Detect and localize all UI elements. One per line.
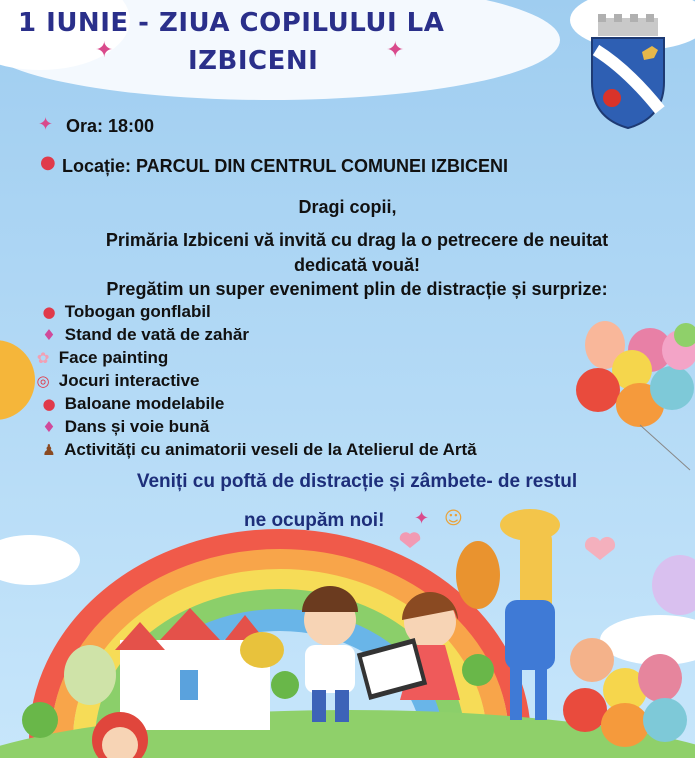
title-line-2: IZBICENI bbox=[188, 46, 319, 76]
prepared-text: Pregătim un super eveniment plin de distracție și surprize: bbox=[106, 279, 608, 299]
people-icon: ♟ bbox=[42, 441, 56, 459]
dancer-icon: ♦ bbox=[42, 418, 56, 436]
invite-line-1: Primăria Izbiceni vă invită cu drag la o petrecere de neuitat bbox=[105, 230, 609, 250]
closing-line-2: ne ocupăm noi! bbox=[244, 510, 385, 531]
list-item: ♦ Dans și voie bună bbox=[38, 416, 209, 438]
smiley-icon: ☺ bbox=[444, 508, 463, 529]
list-item: ♦ Stand de vată de zahăr bbox=[38, 324, 249, 346]
balloon-icon: ● bbox=[42, 395, 56, 413]
party-popper-icon: ✦ bbox=[414, 508, 430, 529]
flower-icon: ✿ bbox=[36, 349, 50, 367]
title-line-1: 1 IUNIE - ZIUA COPILULUI LA bbox=[18, 8, 445, 38]
pin-icon: ● bbox=[40, 152, 56, 173]
dancer-icon: ♦ bbox=[42, 326, 56, 344]
target-icon: ◎ bbox=[36, 372, 50, 390]
list-item: ● Tobogan gonflabil bbox=[38, 301, 211, 323]
coat-of-arms-logo bbox=[588, 10, 668, 130]
party-popper-icon: ✦ bbox=[386, 38, 405, 63]
greeting: Dragi copii, bbox=[298, 197, 397, 217]
invite-line-2: dedicată vouă! bbox=[293, 255, 421, 275]
list-item: ◎ Jocuri interactive bbox=[32, 370, 200, 392]
closing-line-1: Veniți cu poftă de distracție și zâmbete- de restul bbox=[136, 471, 578, 492]
party-popper-icon: ✦ bbox=[38, 114, 54, 135]
list-item: ✿ Face painting bbox=[32, 347, 168, 369]
balloon-icon: ● bbox=[42, 303, 56, 321]
party-popper-icon: ✦ bbox=[95, 38, 114, 63]
list-item: ♟ Activități cu animatorii veseli de la Atelierul de Artă bbox=[38, 439, 477, 461]
event-time: Ora: 18:00 bbox=[66, 116, 155, 136]
list-item: ● Baloane modelabile bbox=[38, 393, 224, 415]
event-location: Locație: PARCUL DIN CENTRUL COMUNEI IZBICENI bbox=[62, 156, 509, 176]
